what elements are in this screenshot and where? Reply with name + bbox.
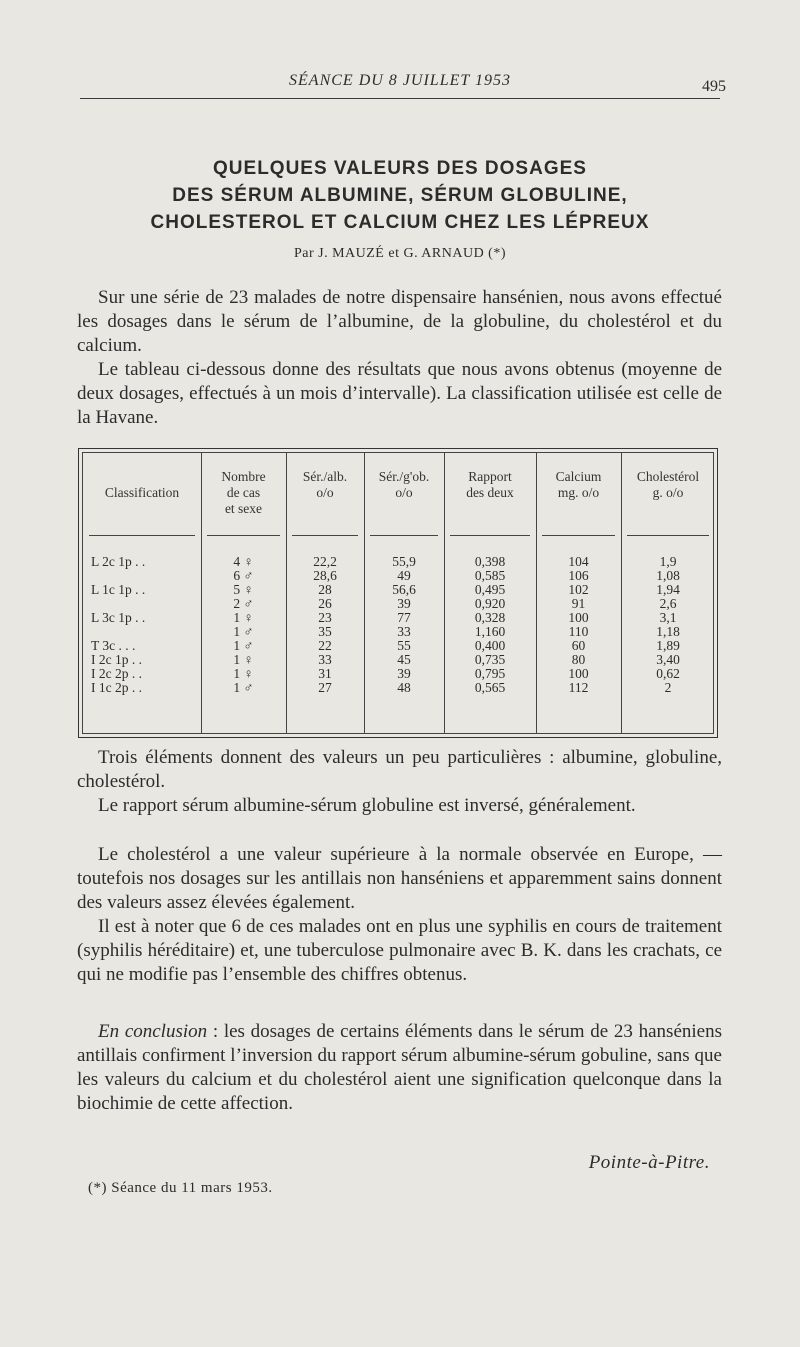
- table-header-rule: [627, 535, 709, 536]
- table-cell-classification: I 2c 2p . .: [91, 666, 142, 681]
- table-cell-glob: 56,6: [392, 582, 416, 597]
- table-cell-calcium: 110: [568, 624, 589, 639]
- table-cell-cholesterol: 2,6: [659, 596, 677, 611]
- table-cell-cholesterol: 1,9: [659, 554, 677, 569]
- table-cell-classification: I 2c 1p . .: [91, 652, 142, 667]
- table-cell-cas: 1 ♂: [233, 638, 254, 653]
- table-cell-glob: 45: [397, 652, 411, 667]
- table-cell-cas: 4 ♀: [233, 554, 254, 569]
- results-table-inner: [82, 452, 714, 734]
- table-cell-cholesterol: 3,40: [656, 652, 680, 667]
- table-cell-calcium: 112: [568, 680, 589, 695]
- table-cell-rapport: 0,585: [474, 568, 506, 583]
- table-cell-cas: 1 ♀: [233, 666, 254, 681]
- title-line: CHOLESTEROL ET CALCIUM CHEZ LES LÉPREUX: [150, 212, 650, 233]
- table-header-rule: [207, 535, 280, 536]
- table-cell-alb: 28: [318, 582, 332, 597]
- table-cell-rapport: 0,398: [474, 554, 506, 569]
- table-cell-alb: 31: [318, 666, 332, 681]
- table-cell-cholesterol: 1,18: [656, 624, 680, 639]
- table-header-cell: Calcium mg. o/o: [555, 469, 602, 500]
- running-title: SÉANCE DU 8 JUILLET 1953: [289, 72, 511, 89]
- table-cell-classification: I 1c 2p . .: [91, 680, 142, 695]
- conclusion-lead: En conclusion: [98, 1021, 208, 1042]
- table-cell-calcium: 102: [568, 582, 589, 597]
- body-paragraph-4: Il est à noter que 6 de ces malades ont en plus une syphilis en cours de traitement (syphilis héréditaire) et, une tuberculose pulmonaire avec B. K. dans les crachats, ce qui ne modifie pas l’ensemble des chiffres obtenus.: [77, 916, 722, 985]
- table-cell-calcium: 60: [571, 638, 586, 653]
- footnote: (*) Séance du 11 mars 1953.: [88, 1180, 273, 1196]
- table-header-cell: Classification: [104, 485, 180, 500]
- body-paragraph-1: Trois éléments donnent des valeurs un peu particulières : albumine, globuline, cholestérol.: [77, 747, 722, 792]
- table-cell-cas: 2 ♂: [233, 596, 254, 611]
- table-cell-rapport: 0,328: [474, 610, 506, 625]
- body-paragraph-2: Le rapport sérum albumine-sérum globuline est inversé, généralement.: [98, 795, 636, 816]
- article-authors: Par J. MAUZÉ et G. ARNAUD (*): [293, 246, 507, 261]
- table-cell-glob: 55: [397, 638, 411, 653]
- table-cell-cas: 1 ♂: [233, 680, 254, 695]
- table-cell-calcium: 106: [568, 568, 589, 583]
- table-header-rule: [292, 535, 358, 536]
- table-cell-cholesterol: 0,62: [656, 666, 680, 681]
- table-cell-alb: 28,6: [313, 568, 337, 583]
- table-cell-glob: 39: [397, 596, 411, 611]
- table-cell-cholesterol: 1,89: [656, 638, 680, 653]
- table-cell-classification: L 1c 1p . .: [91, 582, 146, 597]
- table-cell-calcium: 100: [568, 666, 589, 681]
- table-cell-cas: 1 ♀: [233, 652, 254, 667]
- table-header-rule: [542, 535, 615, 536]
- table-header-rule: [370, 535, 438, 536]
- title-line: QUELQUES VALEURS DES DOSAGES: [213, 158, 587, 179]
- table-cell-cas: 6 ♂: [233, 568, 254, 583]
- table-cell-rapport: 0,795: [474, 666, 506, 681]
- table-cell-cas: 5 ♀: [233, 582, 254, 597]
- table-cell-cholesterol: 3,1: [659, 610, 677, 625]
- intro-paragraph-1: Sur une série de 23 malades de notre dispensaire hansénien, nous avons effectué les dosages dans le sérum de l’albumine, de la globuline, du cholestérol et du calcium.: [77, 287, 722, 356]
- table-cell-rapport: 0,735: [474, 652, 506, 667]
- table-cell-rapport: 0,400: [474, 638, 506, 653]
- table-cell-glob: 39: [397, 666, 411, 681]
- conclusion-text: : les dosages de certains éléments dans le sérum de 23 hanséniens antillais confirment l’inversion du rapport sérum albumine-sérum gobuline, sans que les valeurs du calcium et du cholestérol aient une signification quelconque dans la biochimie de cette affection.: [77, 1021, 722, 1114]
- table-cell-cas: 1 ♂: [233, 624, 254, 639]
- table-cell-cholesterol: 1,94: [656, 582, 680, 597]
- table-header-rule: [450, 535, 530, 536]
- table-cell-glob: 77: [397, 610, 411, 625]
- table-cell-alb: 22: [318, 638, 332, 653]
- results-table: [78, 448, 718, 738]
- table-header-cell: Cholestérol g. o/o: [636, 469, 700, 500]
- intro-paragraph-2: Le tableau ci-dessous donne des résultats que nous avons obtenus (moyenne de deux dosages, effectués à un mois d’intervalle). La classification utilisée est celle de la Havane.: [77, 359, 722, 428]
- table-cell-rapport: 1,160: [474, 624, 506, 639]
- table-cell-calcium: 104: [568, 554, 589, 569]
- table-cell-calcium: 100: [568, 610, 589, 625]
- article-title: [70, 155, 730, 236]
- table-cell-alb: 35: [318, 624, 332, 639]
- table-cell-alb: 22,2: [313, 554, 337, 569]
- page-number: 495: [702, 78, 726, 95]
- table-cell-cholesterol: 1,08: [656, 568, 680, 583]
- table-cell-glob: 49: [397, 568, 411, 583]
- table-cell-calcium: 80: [571, 652, 586, 667]
- table-header-rule: [89, 535, 195, 536]
- table-header-cell: Sér./alb. o/o: [302, 469, 348, 500]
- table-cell-glob: 55,9: [392, 554, 416, 569]
- table-cell-rapport: 0,565: [474, 680, 506, 695]
- table-header-cell: Nombre de cas et sexe: [221, 469, 266, 516]
- table-cell-alb: 33: [318, 652, 332, 667]
- table-cell-alb: 27: [318, 680, 332, 695]
- table-header-cell: Sér./g'ob. o/o: [378, 469, 430, 500]
- table-cell-glob: 33: [397, 624, 411, 639]
- body-paragraph-3: Le cholestérol a une valeur supérieure à la normale observée en Europe, — toutefois nos dosages sur les antillais non hanséniens et apparemment sains donnent des valeurs assez élevées également.: [77, 844, 722, 913]
- table-cell-classification: T 3c . . .: [91, 638, 136, 653]
- table-cell-calcium: 91: [571, 596, 586, 611]
- table-cell-cas: 1 ♀: [233, 610, 254, 625]
- signature-place: Pointe-à-Pitre.: [588, 1152, 710, 1173]
- table-cell-classification: L 2c 1p . .: [91, 554, 146, 569]
- table-cell-rapport: 0,495: [474, 582, 506, 597]
- table-cell-glob: 48: [397, 680, 411, 695]
- table-cell-rapport: 0,920: [474, 596, 506, 611]
- table-cell-classification: L 3c 1p . .: [91, 610, 146, 625]
- table-cell-alb: 26: [318, 596, 332, 611]
- running-head: [80, 68, 726, 99]
- table-cell-cholesterol: 2: [664, 680, 672, 695]
- conclusion-paragraph: [77, 1020, 722, 1116]
- table-cell-alb: 23: [318, 610, 332, 625]
- table-header-cell: Rapport des deux: [466, 469, 514, 500]
- title-line: DES SÉRUM ALBUMINE, SÉRUM GLOBULINE,: [172, 185, 628, 206]
